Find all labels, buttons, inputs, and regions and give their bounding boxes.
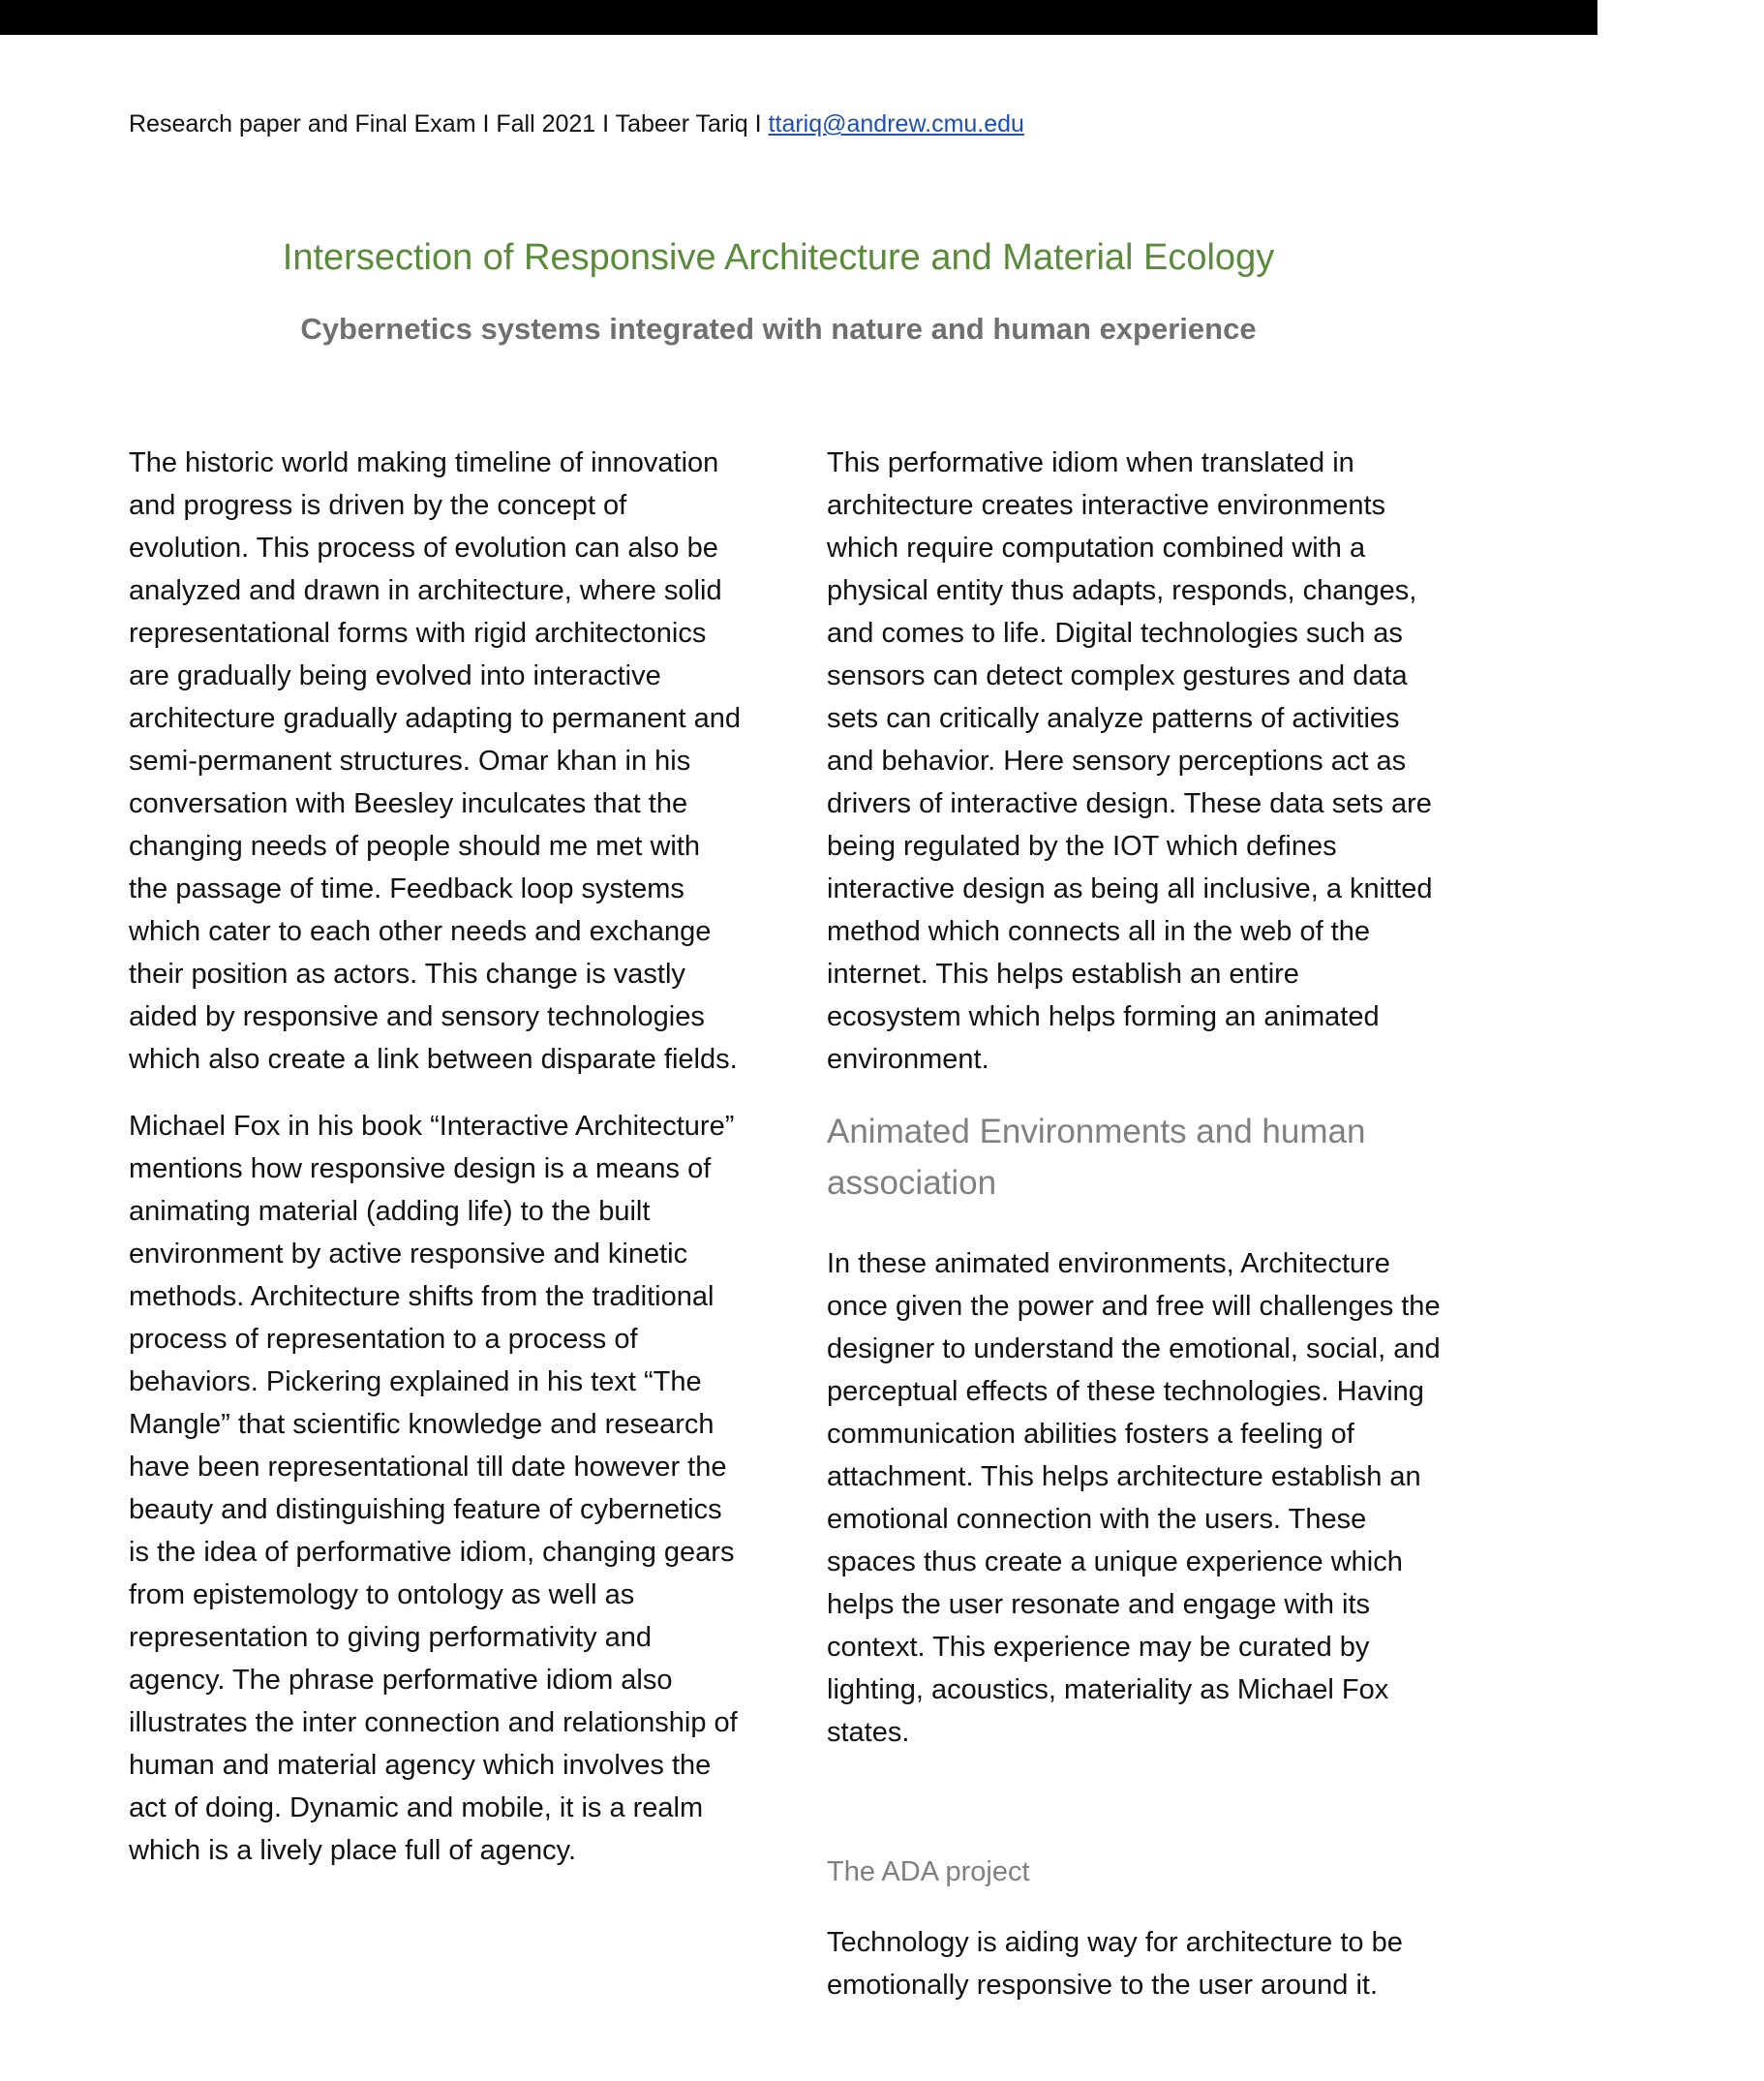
left-paragraph-1: The historic world making timeline of innovation and progress is driven by the concept of evolution. This process of evolution can also be analyzed and drawn in architecture, where solid representational forms with rigid architectonics are gradually being evolved into interactive architecture gradually adapting to permanent and semi-permanent structures. Omar khan in his conversation with Beesley inculcates that the changing needs of people should me met with the passage of time. Feedback loop systems which cater to each other needs and exchange their position as actors. This change is vastly aided by responsive and sensory technologies which also create a link between disparate fields.: [129, 447, 741, 1075]
paper-subtitle: Cybernetics systems integrated with nature and human experience: [300, 312, 1257, 346]
running-header-text: Research paper and Final Exam I Fall 2021 I Tabeer Tariq I: [129, 110, 769, 138]
author-email-link[interactable]: ttariq@andrew.cmu.edu: [768, 110, 1024, 138]
right-paragraph-ada: Technology is aiding way for architecture to be emotionally responsive to the user around it.: [827, 1927, 1403, 2001]
right-paragraph-animated: In these animated environments, Architecture once given the power and free will challenges the designer to understand the emotional, social, and perceptual effects of these technologies. Having communication abilities fosters a feeling of attachment. This helps architecture establish an emotional connection with the users. These spaces thus create a unique experience which helps the user resonate and engage with its context. This experience may be curated by lighting, acoustics, materiality as Michael Fox states.: [827, 1248, 1441, 1748]
paper-title: Intersection of Responsive Architecture and Material Ecology: [282, 237, 1275, 278]
left-column: [129, 442, 741, 1872]
top-black-bar: [0, 0, 1597, 35]
right-paragraph-1: This performative idiom when translated in architecture creates interactive environments which require computation combined with a physical entity thus adapts, responds, changes, and comes to life. Digital technologies such as sensors can detect complex gestures and data sets can critically analyze patterns of activities and behavior. Here sensory perceptions act as drivers of interactive design. These data sets are being regulated by the IOT which defines interactive design as being all inclusive, a knitted method which connects all in the web of the internet. This helps establish an entire ecosystem which helps forming an animated environment.: [827, 447, 1433, 1075]
running-header: [129, 108, 1024, 139]
section-heading-animated-environments: Animated Environments and human association: [827, 1113, 1366, 1202]
right-column: [827, 442, 1441, 2006]
section-heading-ada-project: The ADA project: [827, 1856, 1030, 1887]
left-paragraph-2: Michael Fox in his book “Interactive Architecture” mentions how responsive design is a means of animating material (adding life) to the built environment by active responsive and kinetic methods. Architecture shifts from the traditional process of representation to a process of behaviors. Pickering explained in his text “The Mangle” that scientific knowledge and research have been representational till date however the beauty and distinguishing feature of cybernetics is the idea of performative idiom, changing gears from epistemology to ontology as well as representation to giving performativity and agency. The phrase performative idiom also illustrates the inter connection and relationship of human and material agency which involves the act of doing. Dynamic and mobile, it is a realm which is a lively place full of agency.: [129, 1111, 738, 1866]
